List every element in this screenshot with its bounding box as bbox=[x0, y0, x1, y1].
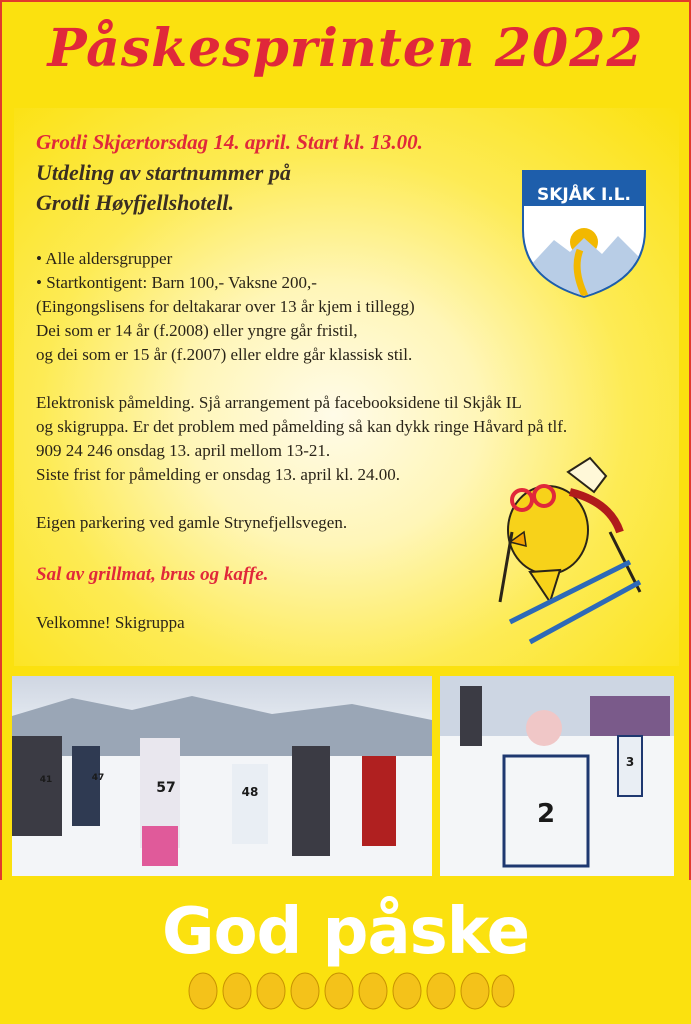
ski-race-photo-group bbox=[12, 676, 432, 876]
event-line: Grotli Skjærtorsdag 14. april. Start kl. 13.00. bbox=[36, 130, 423, 154]
skjak-il-logo bbox=[514, 160, 654, 300]
skiing-chick-illustration bbox=[490, 452, 650, 652]
parking-line: Eigen parkering ved gamle Strynefjellsvegen. bbox=[36, 513, 348, 532]
logo-text: SKJÅK I.L. bbox=[536, 185, 632, 205]
bib-number: 2 bbox=[536, 799, 556, 829]
handout-line-1: Utdeling av startnummer på bbox=[36, 160, 291, 185]
info-line: • Startkontigent: Barn 100,- Vaksne 200,- bbox=[36, 273, 317, 292]
bib-number: 3 bbox=[625, 755, 635, 769]
bib-number: 48 bbox=[241, 785, 259, 799]
registration-line: 909 24 246 onsdag 13. april mellom 13-21. bbox=[36, 441, 331, 460]
registration-line: Elektronisk påmelding. Sjå arrangement på facebooksidene til Skjåk IL bbox=[36, 393, 522, 412]
footer-greeting: God påske bbox=[162, 895, 529, 969]
bib-number: 41 bbox=[39, 775, 53, 785]
info-line: Dei som er 14 år (f.2008) eller yngre går fristil, bbox=[36, 321, 358, 340]
easter-chicks-row bbox=[185, 955, 515, 1015]
page-title: Påskesprinten 2022 bbox=[47, 18, 644, 79]
handout-line-2: Grotli Høyfjellshotell. bbox=[36, 190, 234, 215]
registration-line: og skigruppa. Er det problem med påmelding så kan dykk ringe Håvard på tlf. bbox=[36, 417, 568, 436]
info-line: og dei som er 15 år (f.2007) eller eldre går klassisk stil. bbox=[36, 345, 413, 364]
welcome-line: Velkomne! Skigruppa bbox=[36, 613, 185, 632]
info-line: (Eingongslisens for deltakarar over 13 år kjem i tillegg) bbox=[36, 297, 415, 316]
registration-line: Siste frist for påmelding er onsdag 13. april kl. 24.00. bbox=[36, 465, 401, 484]
bib-number: 57 bbox=[156, 780, 176, 796]
info-line: • Alle aldersgrupper bbox=[36, 249, 173, 268]
sale-line: Sal av grillmat, brus og kaffe. bbox=[36, 564, 269, 585]
ski-race-photo-child bbox=[440, 676, 674, 876]
bib-number: 47 bbox=[91, 773, 105, 783]
